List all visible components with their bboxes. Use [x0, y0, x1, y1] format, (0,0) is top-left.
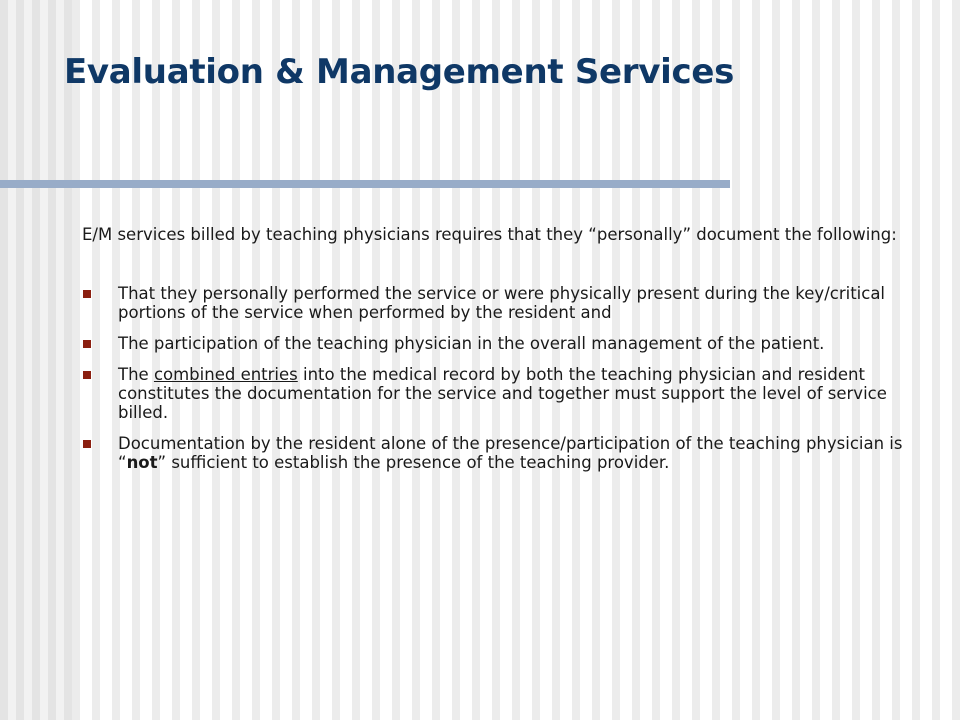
bullet-text: The participation of the teaching physician in the overall management of the patient.	[118, 334, 825, 353]
bullet-item	[82, 334, 912, 353]
square-bullet-icon	[83, 440, 91, 448]
underlined-phrase: combined entries	[153, 365, 298, 384]
left-stripe-band	[0, 0, 72, 720]
bullet-text-post: ” sufficient to establish the presence of the teaching provider.	[157, 453, 670, 472]
slide-title: Evaluation & Management Services	[64, 52, 735, 92]
bullet-list	[82, 284, 912, 472]
intro-paragraph: E/M services billed by teaching physicians requires that they “personally” document the following:	[82, 225, 897, 244]
bold-emphasis: not	[126, 453, 158, 472]
bullet-text-post: into the medical record by both the teaching physician and resident constitutes the documentation for the service and together must support the level of service billed.	[118, 365, 887, 422]
bullet-text-pre: The	[118, 365, 154, 384]
square-bullet-icon	[83, 340, 91, 348]
slide-body	[82, 220, 912, 484]
square-bullet-icon	[83, 290, 91, 298]
bullet-text-pre: Documentation by the resident alone of the presence/participation of the teaching physician is “	[118, 434, 903, 472]
bullet-item	[82, 434, 912, 472]
bullet-item	[82, 365, 912, 422]
square-bullet-icon	[83, 371, 91, 379]
title-divider	[0, 180, 730, 188]
bullet-item	[82, 284, 912, 322]
bullet-text: That they personally performed the service or were physically present during the key/critical portions of the service when performed by the resident and	[118, 284, 886, 322]
